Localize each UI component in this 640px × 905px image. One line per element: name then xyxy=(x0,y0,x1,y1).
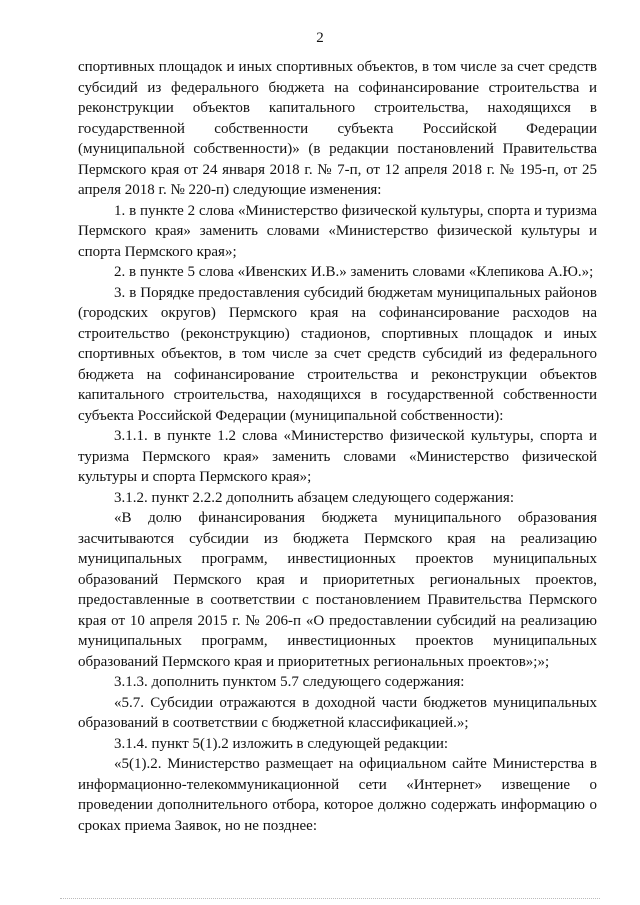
paragraph-quote-5-7: «5.7. Субсидии отражаются в доходной части бюджетов муниципальных образований в соответствии с бюджетной классификацией.»; xyxy=(78,694,597,731)
paragraph-item-3-1-2: 3.1.2. пункт 2.2.2 дополнить абзацем следующего содержания: xyxy=(114,489,514,506)
paragraph-quote-5-1-2: «5(1).2. Министерство размещает на официальном сайте Министерства в информационно-телекоммуникационной сети «Интернет» извещение о проведении дополнительного отбора, которое должно содержать информацию о сроках приема Заявок, но не позднее: xyxy=(78,756,597,834)
paragraph-item-3: 3. в Порядке предоставления субсидий бюджетам муниципальных районов (городских округов) Пермского края на софинансирование расходов на строительство (реконструкцию) стадионов, спортивных площадок и иных спортивных объектов, в том числе за счет средств субсидий из федерального бюджета на софинансирование строительства и реконструкции объектов капитального строительства, находящихся в государственной собственности субъекта Российской Федерации (муниципальной собственности): xyxy=(78,284,597,424)
paragraph-item-3-1-1: 3.1.1. в пункте 1.2 слова «Министерство физической культуры, спорта и туризма Пермского края» заменить словами «Министерство физической культуры и спорта Пермского края»; xyxy=(78,428,597,485)
paragraph-quote-financing: «В долю финансирования бюджета муниципального образования засчитываются субсидии из бюджета Пермского края на реализацию муниципальных программ, инвестиционных проектов муниципальных образований Пермского края и приоритетных региональных проектов, предоставленные в соответствии с постановлением Правительства Пермского края от 10 апреля 2015 г. № 206-п «О предоставлении субсидий на реализацию муниципальных программ, инвестиционных проектов муниципальных образований Пермского края и приоритетных региональных проектов»;»; xyxy=(78,510,597,670)
paragraph-item-3-1-3: 3.1.3. дополнить пунктом 5.7 следующего содержания: xyxy=(114,674,465,690)
scan-edge-line xyxy=(60,898,600,899)
paragraph-item-2: 2. в пункте 5 слова «Ивенских И.В.» заменить словами «Клепикова А.Ю.»; xyxy=(114,264,594,280)
paragraph-intro: спортивных площадок и иных спортивных объектов, в том числе за счет средств субсидий из федерального бюджета на софинансирование строительства и реконструкции объектов капитального строительства, находящихся в государственной собственности субъекта Российской Федерации (муниципальной собственности)» (в редакции постановлений Правительства Пермского края от 24 января 2018 г. № 7-п, от 12 апреля 2018 г. № 195-п, от 25 апреля 2018 г. № 220-п) следующие изменения: xyxy=(78,59,597,198)
paragraph-item-3-1-4: 3.1.4. пункт 5(1).2 изложить в следующей редакции: xyxy=(114,735,449,752)
paragraph-item-1: 1. в пункте 2 слова «Министерство физической культуры, спорта и туризма Пермского края» заменить словами «Министерство физической культуры и спорта Пермского края»; xyxy=(78,202,597,260)
page-number: 2 xyxy=(316,30,324,46)
document-body xyxy=(78,57,597,836)
